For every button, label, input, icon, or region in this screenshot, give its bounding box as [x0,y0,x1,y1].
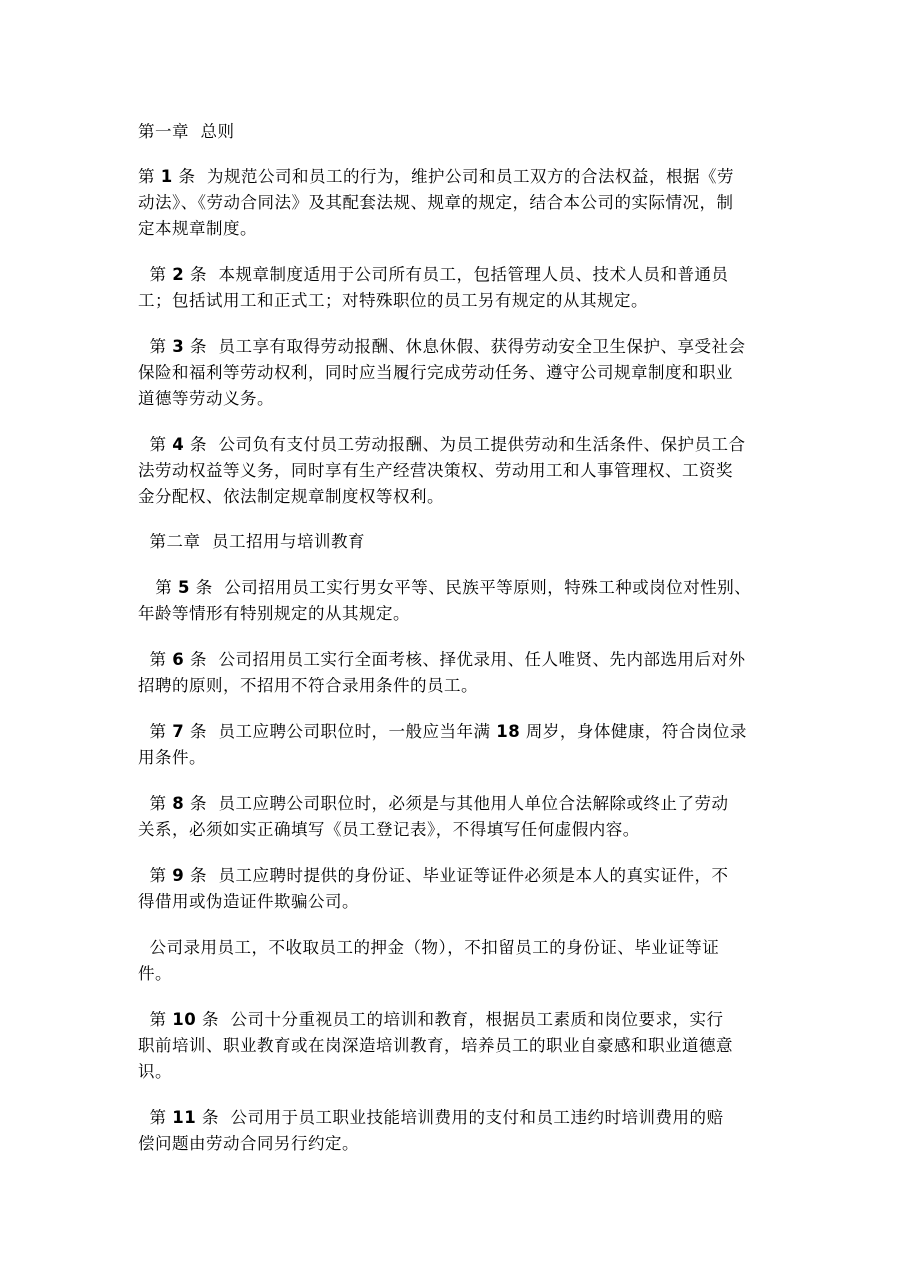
article-number: 2 [172,265,185,284]
document-body [138,119,783,1157]
paragraph-deposit: 公司录用员工，不收取员工的押金（物），不扣留员工的身份证、毕业证等证 件。 [138,938,720,983]
article-number: 7 [172,722,185,741]
article-number: 5 [177,578,190,597]
article-number: 9 [172,866,185,885]
article-1: 第 1 条 为规范公司和员工的行为，维护公司和员工双方的合法权益，根据《劳 动法》、《劳动合同法》及其配套法规、规章的规定，结合本公司的实际情况，制 定本规章制度。 [138,167,734,238]
chapter-1-heading: 第一章 总则 [138,122,235,141]
article-number: 1 [160,167,173,186]
article-number: 10 [172,1010,197,1029]
article-9: 第 9 条 员工应聘时提供的身份证、毕业证等证件必须是本人的真实证件，不 得借用或伪造证件欺骗公司。 [138,866,729,911]
article-8: 第 8 条 员工应聘公司职位时，必须是与其他用人单位合法解除或终止了劳动 关系，必须如实正确填写《员工登记表》，不得填写任何虚假内容。 [138,794,729,839]
article-10: 第 10 条 公司十分重视员工的培训和教育，根据员工素质和岗位要求，实行 职前培训、职业教育或在岗深造培训教育，培养员工的职业自豪感和职业道德意 识。 [138,1010,733,1081]
article-4: 第 4 条 公司负有支付员工劳动报酬、为员工提供劳动和生活条件、保护员工合 法劳动权益等义务，同时享有生产经营决策权、劳动用工和人事管理权、工资奖 金分配权、依法制定规章制度权等权利。 [138,435,746,506]
article-2: 第 2 条 本规章制度适用于公司所有员工，包括管理人员、技术人员和普通员 工；包括试用工和正式工；对特殊职位的员工另有规定的从其规定。 [138,265,729,310]
article-11: 第 11 条 公司用于员工职业技能培训费用的支付和员工违约时培训费用的赔 偿问题由劳动合同另行约定。 [138,1108,724,1153]
article-number: 4 [172,435,185,454]
article-5: 第 5 条 公司招用员工实行男女平等、民族平等原则，特殊工种或岗位对性别、 年龄等情形有特别规定的从其规定。 [138,578,752,623]
article-number: 3 [172,337,185,356]
chapter-2-heading: 第二章 员工招用与培训教育 [138,532,365,551]
article-number: 8 [172,794,185,813]
article-3: 第 3 条 员工享有取得劳动报酬、休息休假、获得劳动安全卫生保护、享受社会 保险和福利等劳动权利，同时应当履行完成劳动任务、遵守公司规章制度和职业 道德等劳动义务。 [138,337,746,408]
article-7: 第 7 条 员工应聘公司职位时，一般应当年满 18 周岁，身体健康，符合岗位录 用条件。 [138,722,747,767]
article-number: 6 [172,650,185,669]
article-6: 第 6 条 公司招用员工实行全面考核、择优录用、任人唯贤、先内部选用后对外 招聘的原则，不招用不符合录用条件的员工。 [138,650,746,695]
article-number: 11 [172,1108,197,1127]
age-number: 18 [496,722,521,741]
